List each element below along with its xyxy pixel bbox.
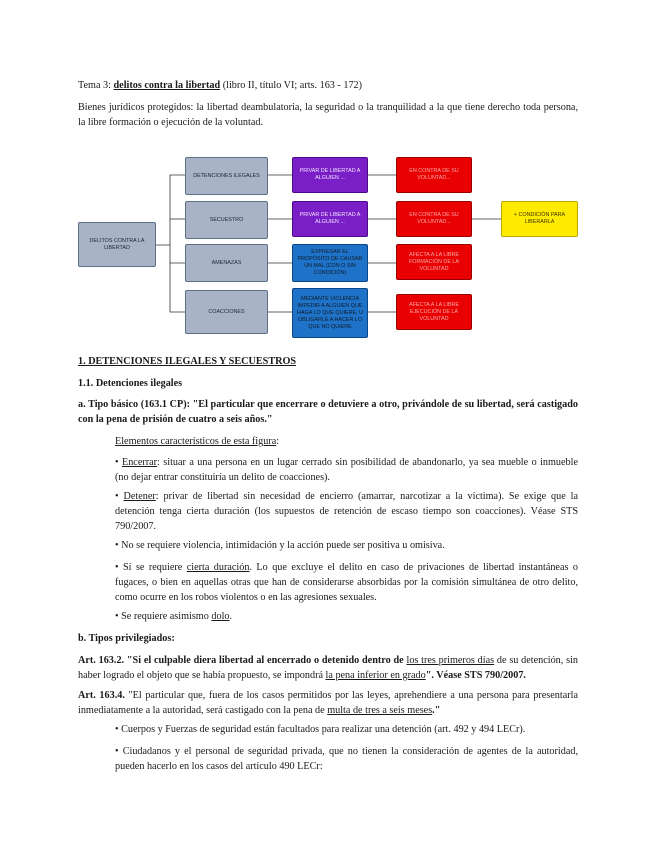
topic-suffix: (libro II, título VI; arts. 163 - 172)	[220, 80, 363, 91]
art-163-4-paragraph	[78, 688, 578, 718]
cuerpos-item: • Cuerpos y Fuerzas de seguridad están facultados para realizar una detención (art. 492 y 494 LECr).	[115, 724, 526, 735]
art-163-4-underline: multa de tres a seis meses	[327, 705, 433, 716]
detener-term: Detener	[123, 491, 156, 502]
detenciones-definition: PRIVAR DE LIBERTAD A ALGUIEN ...	[292, 157, 368, 193]
subsection-1-1-heading: 1.1. Detenciones ilegales	[78, 378, 183, 389]
encerrar-term: Encerrar	[121, 457, 158, 468]
tipo-basico-paragraph	[78, 397, 578, 427]
amenazas-effect: AFECTA A LA LIBRE FORMACIÓN DE LA VOLUNTAD	[396, 244, 472, 280]
dolo-term: dolo	[211, 611, 230, 622]
amenazas-definition: EXPRESAR EL PROPÓSITO DE CAUSAR UN MAL (CON O SIN CONDICIÓN)	[292, 244, 368, 282]
intro-paragraph: Bienes jurídicos protegidos: la libertad deambulatoria, la seguridad o la tranquilidad a la que tiene derecho toda persona, la libre formación o ejecución de la voluntad.	[78, 102, 578, 128]
coacciones-definition: MEDIANTE VIOLENCIA IMPEDIR A ALGUIEN QUE HAGA LO QUE QUIERE, U OBLIGARLE A HACER LO QUE NO QUIERE	[292, 288, 368, 338]
art-163-2-underline-1: los tres primeros días	[406, 655, 495, 666]
branch-secuestro: SECUESTRO	[185, 201, 268, 239]
detenciones-consent: EN CONTRA DE SU VOLUNTAD...	[396, 157, 472, 193]
dolo-prefix: • Se requiere asimismo	[115, 611, 212, 622]
encerrar-text: : situar a una persona en un lugar cerrado sin posibilidad de abandonarlo, ya sea mueble o inmueble (no dejar entrar constituiría un delito de coacciones).	[115, 457, 578, 483]
detener-item: • Detener: privar de libertad sin necesidad de encierro (amarrar, narcotizar a la víctima). Se exige que la detención tenga cierta duración (los supuestos de retención de escaso tiempo son coacciones). Véase STS 790/2007.	[115, 491, 578, 532]
detener-text: : privar de libertad sin necesidad de encierro (amarrar, narcotizar a la víctima). Se exige que la detención tenga cierta duración (los supuestos de retención de escaso tiempo son coacciones). Véase STS 790/2007.	[115, 491, 578, 532]
art-163-2-label: Art. 163.2.	[78, 655, 127, 666]
art-163-2-text-a: "Si el culpable diera libertad al encerrado o detenido dentro de	[126, 655, 407, 666]
duracion-item	[115, 560, 578, 605]
art-163-4-text-b: ."	[432, 705, 441, 716]
elementos-heading	[115, 434, 578, 449]
coacciones-effect: AFECTA A LA LIBRE EJECUCIÓN DE LA VOLUNTAD	[396, 294, 472, 330]
encerrar-item: • Encerrar: situar a una persona en un lugar cerrado sin posibilidad de abandonarlo, ya sea mueble o inmueble (no dejar entrar constituiría un delito de coacciones).	[115, 457, 578, 483]
duracion-text: . Lo que excluye el delito en caso de privaciones de libertad instantáneas o fugaces, o bien en aquellas otras que han de considerarse absorbidas por la comisión simultánea de otro delito, como ocurre en los robos violentos o en las agresiones sexuales.	[115, 562, 578, 603]
topic-prefix: Tema 3:	[78, 80, 114, 91]
elementos-colon: :	[276, 436, 280, 447]
secuestro-definition: PRIVAR DE LIBERTAD A ALGUIEN ...	[292, 201, 368, 237]
section-1-heading: 1. DETENCIONES ILEGALES Y SECUESTROS	[78, 356, 297, 367]
violencia-item: • No se requiere violencia, intimidación y la acción puede ser positiva u omisiva.	[115, 540, 445, 551]
dolo-suffix: .	[229, 611, 233, 622]
topic-title: delitos contra la libertad	[113, 80, 221, 91]
duracion-term: cierta duración	[186, 562, 250, 573]
privilegiados-heading: b. Tipos privilegiados:	[78, 633, 175, 644]
duracion-prefix: • Sí se requiere	[115, 562, 187, 573]
tipo-basico-label: a. Tipo básico (163.1 CP):	[78, 399, 193, 410]
secuestro-condition: + CONDICIÓN PARA LIBERARLA	[501, 201, 578, 237]
tipo-basico-quote: "El particular que encerrare o detuviere a otro, privándole de su libertad, será castigado con la pena de prisión de cuatro a seis años."	[78, 399, 578, 425]
art-163-2-text-b: de su detención, sin haber logrado el objeto que se había propuesto, se impondrá	[78, 655, 579, 681]
art-163-4-text-a: "El particular que, fuera de los casos permitidos por las leyes, aprehendiere a una persona para presentarla inmediatamente a la autoridad, será castigado con la pena de	[78, 690, 578, 716]
art-163-2-paragraph	[78, 653, 578, 683]
ciudadanos-item: • Ciudadanos y el personal de seguridad privada, que no tienen la consideración de agentes de la autoridad, pueden hacerlo en los casos del artículo 490 LECr:	[115, 746, 578, 772]
secuestro-consent: EN CONTRA DE SU VOLUNTAD...	[396, 201, 472, 237]
root-node: DELITOS CONTRA LA LIBERTAD	[78, 222, 156, 267]
branch-amenazas: AMENAZAS	[185, 244, 268, 282]
dolo-item	[115, 609, 578, 624]
branch-coacciones: COACCIONES	[185, 290, 268, 334]
art-163-2-text-c: ". Véase STS 790/2007.	[425, 670, 526, 681]
art-163-2-underline-2: la pena inferior en grado	[325, 670, 426, 681]
elementos-title: Elementos característicos de esta figura	[115, 436, 277, 447]
art-163-4-label: Art. 163.4.	[78, 690, 129, 701]
branch-detenciones: DETENCIONES ILEGALES	[185, 157, 268, 195]
